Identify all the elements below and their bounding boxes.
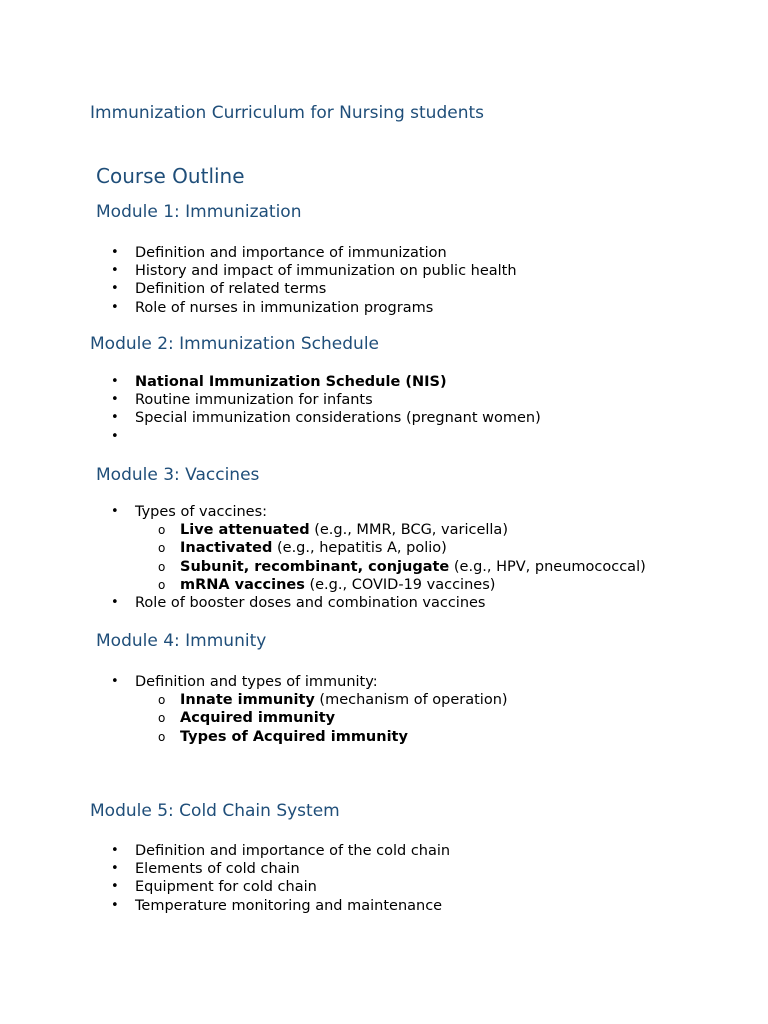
sub-list-item xyxy=(154,728,508,746)
list-item-text: Definition and types of immunity: xyxy=(135,674,378,690)
course-outline-heading: Course Outline xyxy=(96,164,245,188)
sub-item-bold: Inactivated xyxy=(180,540,273,557)
list-item: • History and impact of immunization on public health xyxy=(109,262,517,280)
module-3-heading: Module 3: Vaccines xyxy=(96,465,260,485)
list-item xyxy=(109,373,541,391)
sub-list-item xyxy=(154,558,646,576)
module-5-list xyxy=(109,842,450,915)
list-item-bold-text: National Immunization Schedule (NIS) xyxy=(135,374,447,390)
list-item: • Elements of cold chain xyxy=(109,860,450,878)
sub-item-text: (e.g., COVID-19 vaccines) xyxy=(304,576,496,593)
list-item: • Temperature monitoring and maintenance xyxy=(109,897,450,915)
vaccine-types-sublist xyxy=(135,521,646,594)
sub-item-bold: Acquired immunity xyxy=(180,710,336,727)
list-item: • Routine immunization for infants xyxy=(109,391,541,409)
list-item xyxy=(109,673,508,746)
list-item: • Special immunization considerations (pregnant women) xyxy=(109,409,541,427)
sub-item-bold: Subunit, recombinant, conjugate xyxy=(180,558,450,575)
list-item xyxy=(109,428,541,446)
sub-list-item xyxy=(154,709,508,727)
list-item: • Role of nurses in immunization programs xyxy=(109,299,517,317)
list-item: • Equipment for cold chain xyxy=(109,878,450,896)
module-2-heading: Module 2: Immunization Schedule xyxy=(90,334,379,354)
module-4-list xyxy=(109,673,508,746)
module-1-heading: Module 1: Immunization xyxy=(96,202,302,222)
sub-item-text: (mechanism of operation) xyxy=(314,692,508,709)
immunity-types-sublist xyxy=(135,691,508,746)
sub-list-item xyxy=(154,521,646,539)
sub-item-bold: Innate immunity xyxy=(180,692,315,709)
module-1-list xyxy=(109,244,517,317)
list-item-text: Types of vaccines: xyxy=(135,504,268,520)
sub-item-bold: Types of Acquired immunity xyxy=(180,728,408,745)
sub-list-item xyxy=(154,691,508,709)
sub-item-text: (e.g., MMR, BCG, varicella) xyxy=(309,522,508,539)
list-item: • Definition of related terms xyxy=(109,280,517,298)
list-item xyxy=(109,503,646,594)
sub-item-bold: Live attenuated xyxy=(180,522,310,539)
sub-item-bold: mRNA vaccines xyxy=(180,576,305,593)
list-item: • Role of booster doses and combination vaccines xyxy=(109,594,646,612)
sub-list-item xyxy=(154,539,646,557)
list-item: • Definition and importance of immunization xyxy=(109,244,517,262)
sub-item-text: (e.g., HPV, pneumococcal) xyxy=(449,558,646,575)
module-2-list xyxy=(109,373,541,446)
document-title: Immunization Curriculum for Nursing students xyxy=(90,103,484,123)
sub-list-item xyxy=(154,576,646,594)
sub-item-text: (e.g., hepatitis A, polio) xyxy=(272,540,447,557)
module-3-list xyxy=(109,503,646,612)
list-item: • Definition and importance of the cold chain xyxy=(109,842,450,860)
module-4-heading: Module 4: Immunity xyxy=(96,631,267,651)
module-5-heading: Module 5: Cold Chain System xyxy=(90,801,340,821)
